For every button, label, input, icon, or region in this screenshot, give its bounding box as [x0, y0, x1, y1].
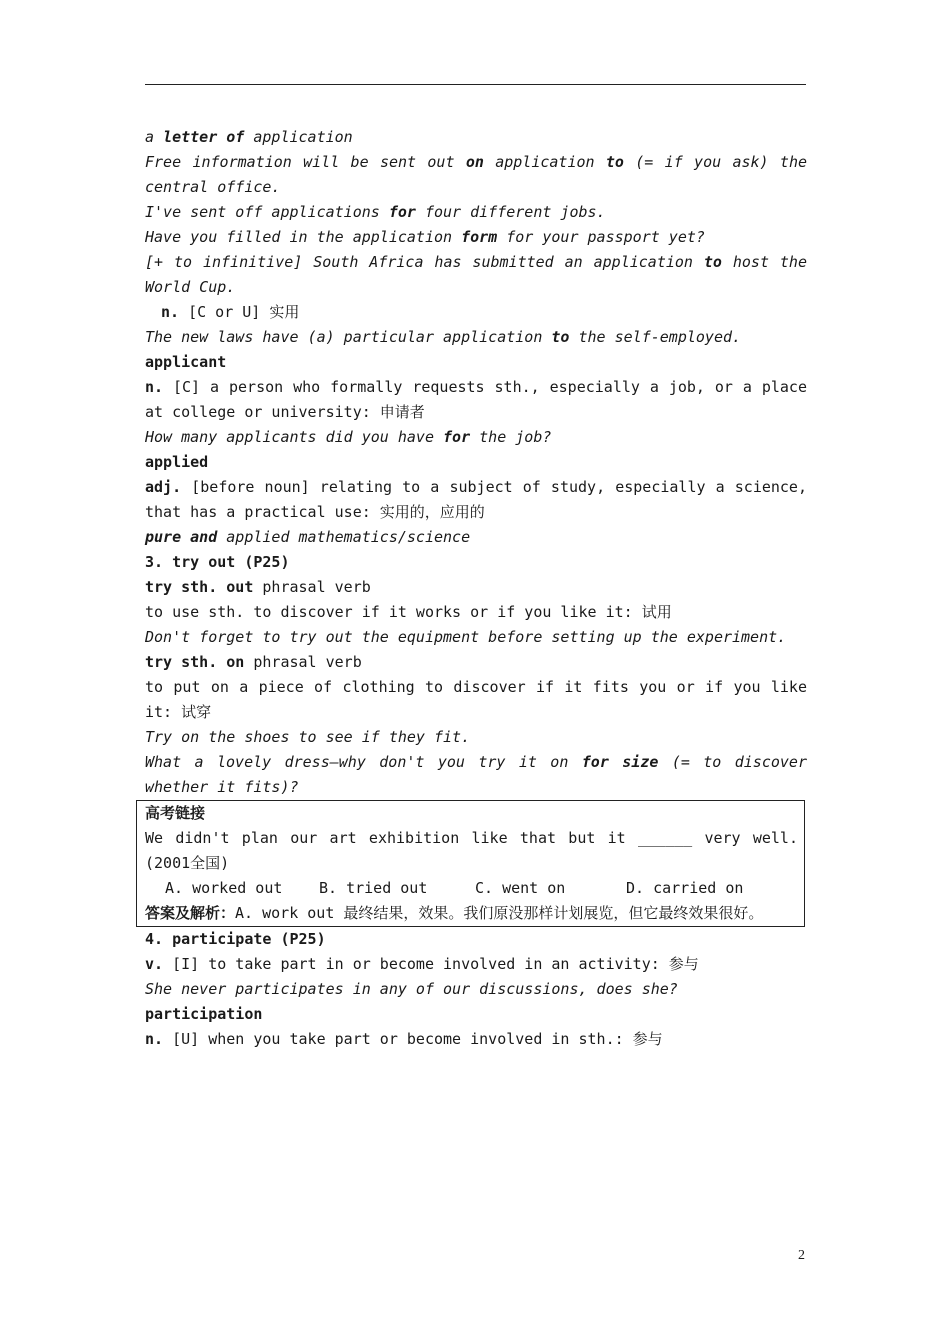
entry-line: a letter of application — [145, 128, 353, 146]
example-sentence: She never participates in any of our discussions, does she? — [145, 980, 678, 998]
header-rule — [145, 84, 806, 85]
option-c: C. went on — [475, 879, 566, 897]
example-sentence: What a lovely dress—why don't you try it on for size (= to discover whether it fits)? — [145, 753, 807, 796]
example-sentence: Free information will be sent out on application to (= if you ask) the central office. — [145, 153, 808, 196]
headword: try sth. out phrasal verb — [145, 578, 371, 596]
example-sentence: Have you filled in the application form for your passport yet? — [145, 228, 705, 246]
headword: applicant — [145, 353, 227, 371]
example-sentence: I've sent off applications for four different jobs. — [145, 203, 606, 221]
example-sentence: [+ to infinitive] South Africa has submitted an application to host the World Cup. — [145, 253, 807, 296]
headword: applied — [145, 453, 209, 471]
section-heading: 4. participate (P25) — [145, 930, 326, 948]
option-a: A. worked out — [165, 879, 283, 897]
definition: n. [C or U] 实用 — [161, 303, 300, 321]
example-sentence: Try on the shoes to see if they fit. — [145, 728, 471, 746]
page-content — [145, 125, 807, 1052]
definition: adj. [before noun] relating to a subject of study, especially a science, that has a practical use: 实用的，应用的 — [145, 478, 807, 521]
option-b: B. tried out — [319, 879, 428, 897]
option-d: D. carried on — [626, 879, 744, 897]
answer-options — [145, 876, 804, 901]
headword: try sth. on phrasal verb — [145, 653, 362, 671]
answer-explanation: 答案及解析：A. work out 最终结果，效果。我们原没那样计划展览，但它最终效果很好。 — [145, 904, 764, 922]
example-sentence: How many applicants did you have for the job? — [145, 428, 552, 446]
example-sentence: pure and applied mathematics/science — [145, 528, 471, 546]
section-heading: 3. try out (P25) — [145, 553, 290, 571]
example-sentence: Don't forget to try out the equipment before setting up the experiment. — [145, 628, 787, 646]
exam-question: We didn't plan our art exhibition like that but it ______ very well. (2001全国) — [145, 829, 798, 872]
definition: n. [C] a person who formally requests sth., especially a job, or a place at college or university: 申请者 — [145, 378, 807, 421]
definition: v. [I] to take part in or become involved in an activity: 参与 — [145, 955, 699, 973]
definition: to use sth. to discover if it works or if you like it: 试用 — [145, 603, 672, 621]
definition: to put on a piece of clothing to discover if it fits you or if you like it: 试穿 — [145, 678, 807, 721]
page-number: 2 — [798, 1248, 805, 1263]
headword: participation — [145, 1005, 263, 1023]
box-title: 高考链接 — [145, 804, 206, 822]
definition: n. [U] when you take part or become involved in sth.: 参与 — [145, 1030, 663, 1048]
exam-link-box — [136, 800, 805, 927]
example-sentence: The new laws have (a) particular application to the self-employed. — [145, 328, 742, 346]
